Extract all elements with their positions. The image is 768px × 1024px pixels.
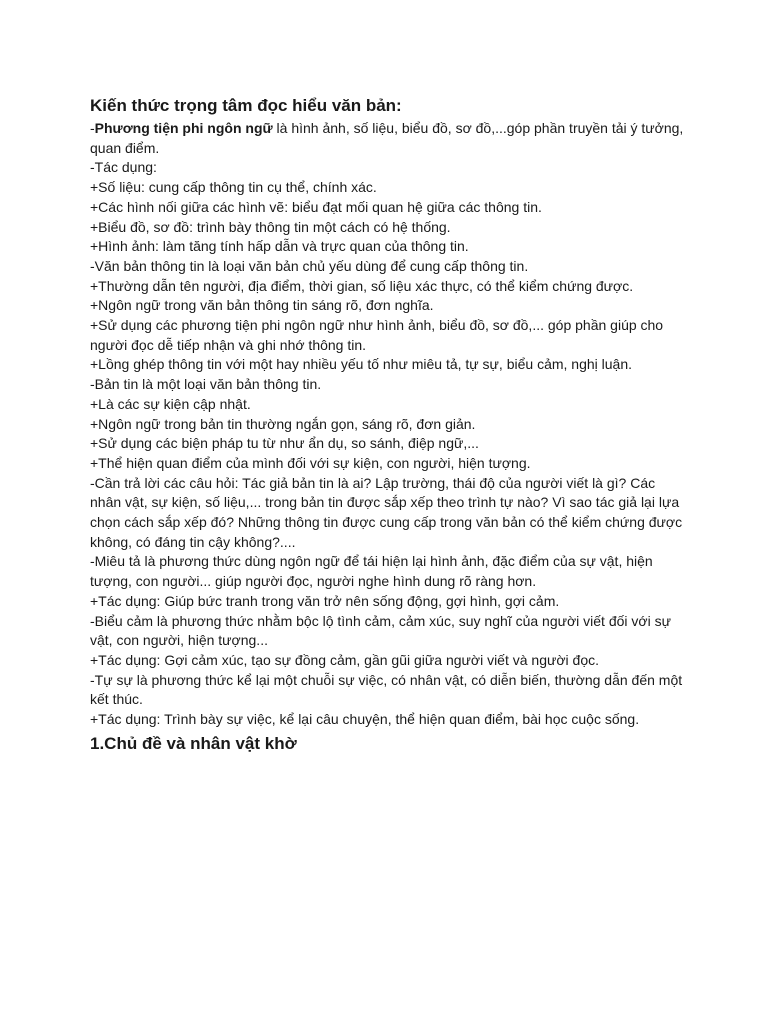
- paragraph: +Thể hiện quan điểm của mình đối với sự kiện, con người, hiện tượng.: [90, 454, 531, 471]
- paragraph: +Lồng ghép thông tin với một hay nhiều yếu tố như miêu tả, tự sự, biểu cảm, nghị luận.: [90, 356, 633, 373]
- document-body: [90, 94, 690, 756]
- paragraph: +Biểu đồ, sơ đồ: trình bày thông tin một cách có hệ thống.: [90, 218, 451, 235]
- paragraph: +Tác dụng: Giúp bức tranh trong văn trở nên sống động, gợi hình, gợi cảm.: [90, 592, 560, 609]
- paragraph: +Là các sự kiện cập nhật.: [90, 395, 251, 412]
- paragraph-list: [90, 158, 690, 729]
- paragraph: +Số liệu: cung cấp thông tin cụ thể, chính xác.: [90, 179, 377, 196]
- paragraph: +Thường dẫn tên người, địa điểm, thời gian, số liệu xác thực, có thể kiểm chứng được.: [90, 277, 634, 294]
- paragraph: +Các hình nối giữa các hình vẽ: biểu đạt mối quan hệ giữa các thông tin.: [90, 198, 542, 215]
- paragraph: -Tự sự là phương thức kể lại một chuỗi sự việc, có nhân vật, có diễn biến, thường dẫn đến một kết thúc.: [90, 671, 683, 708]
- intro-definition: là hình ảnh, số liệu, biểu đồ, sơ đồ,...góp phần truyền tải ý tưởng, quan điểm.: [90, 120, 684, 156]
- paragraph: +Sử dụng các phương tiện phi ngôn ngữ như hình ảnh, biểu đồ, sơ đồ,... góp phần giúp cho người đọc dễ tiếp nhận và ghi nhớ thông tin.: [90, 317, 664, 353]
- paragraph: -Tác dụng:: [90, 159, 157, 176]
- paragraph: -Cần trả lời các câu hỏi: Tác giả bản tin là ai? Lập trường, thái độ của người viết là gì? Các nhân vật, sự kiện, số liệu,... trong bản tin được sắp xếp theo trình tự nào? Vì sao tác giả lại lựa chọn cách sắp xếp đó? Những thông tin được cung cấp trong văn bản có thể kiểm chứng được không, có đáng tin cậy không?....: [90, 474, 683, 550]
- paragraph: -Miêu tả là phương thức dùng ngôn ngữ để tái hiện lại hình ảnh, đặc điểm của sự vật, hiện tượng, con người... giúp người đọc, người nghe hình dung rõ ràng hơn.: [90, 553, 653, 590]
- paragraph: +Hình ảnh: làm tăng tính hấp dẫn và trực quan của thông tin.: [90, 238, 469, 255]
- intro-bold-term: Phương tiện phi ngôn ngữ: [94, 120, 273, 136]
- paragraph: +Tác dụng: Gợi cảm xúc, tạo sự đồng cảm, gần gũi giữa người viết và người đọc.: [90, 651, 600, 668]
- paragraph: +Ngôn ngữ trong văn bản thông tin sáng rõ, đơn nghĩa.: [90, 297, 434, 314]
- section-heading: 1.Chủ đề và nhân vật khờ: [90, 733, 297, 753]
- intro-paragraph: [90, 119, 690, 158]
- paragraph: +Tác dụng: Trình bày sự việc, kể lại câu chuyện, thể hiện quan điểm, bài học cuộc sống.: [90, 711, 640, 728]
- document-title: Kiến thức trọng tâm đọc hiểu văn bản:: [90, 96, 402, 115]
- paragraph: -Bản tin là một loại văn bản thông tin.: [90, 376, 322, 393]
- paragraph: -Văn bản thông tin là loại văn bản chủ yếu dùng để cung cấp thông tin.: [90, 257, 529, 274]
- paragraph: +Sử dụng các biện pháp tu từ như ẩn dụ, so sánh, điệp ngữ,...: [90, 435, 479, 452]
- paragraph: +Ngôn ngữ trong bản tin thường ngắn gọn, sáng rõ, đơn giản.: [90, 415, 476, 432]
- paragraph: -Biểu cảm là phương thức nhằm bộc lộ tình cảm, cảm xúc, suy nghĩ của người viết đối với sự vật, con người, hiện tượng...: [90, 612, 671, 649]
- intro-prefix: -: [90, 120, 95, 136]
